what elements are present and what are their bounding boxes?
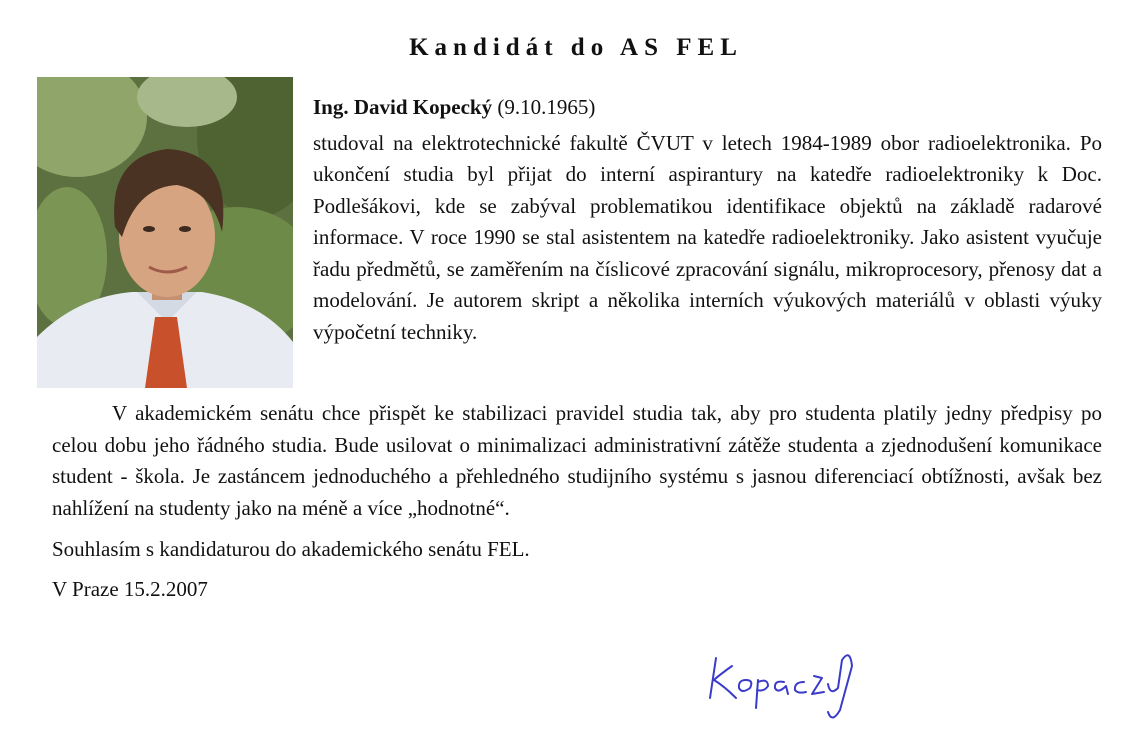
consent-text: Souhlasím s kandidaturou do akademického senátu FEL. bbox=[52, 537, 530, 561]
page-title: Kandidát do AS FEL bbox=[409, 34, 743, 61]
signature bbox=[702, 636, 872, 726]
candidate-name: Ing. David Kopecký bbox=[313, 95, 493, 119]
document-body bbox=[52, 398, 1102, 605]
candidate-photo bbox=[37, 77, 293, 388]
candidate-bio: studoval na elektrotechnické fakultě ČVUT v letech 1984-1989 obor radioelektronika. Po ukončení studia byl přijat do interní aspirantury na katedře radioelektroniky k Doc. Podlešákovi, kde se zabýval problematikou identifikace objektů na základě radarové informace. V roce 1990 se stal asistentem na katedře radioelektroniky. Jako asistent vyučuje řadu předmětů, se zaměřením na číslicové zpracování signálu, mikroprocesory, přenosy dat a modelování. Je autorem skript a několika interních výukových materiálů v oblasti výuky výpočetní techniky. bbox=[313, 130, 1102, 344]
signature-image bbox=[702, 636, 872, 726]
statement-paragraph: V akademickém senátu chce přispět ke stabilizaci pravidel studia tak, aby pro studenta platily jedny předpisy po celou dobu jeho řádného studia. Bude usilovat o minimalizaci administrativní zátěže studenta a zjednodušení komunikace student - škola. Je zastáncem jednoduchého a přehledného studijního systému s jasnou diferenciací obtížnosti, avšak bez nahlížení na studenty jako na méně a více „hodnotné“. bbox=[52, 401, 1102, 520]
portrait-image bbox=[37, 77, 293, 388]
birth-date: (9.10.1965) bbox=[497, 95, 596, 119]
name-line bbox=[313, 92, 1102, 124]
candidate-info bbox=[313, 92, 1102, 348]
place-date: V Praze 15.2.2007 bbox=[52, 576, 208, 601]
